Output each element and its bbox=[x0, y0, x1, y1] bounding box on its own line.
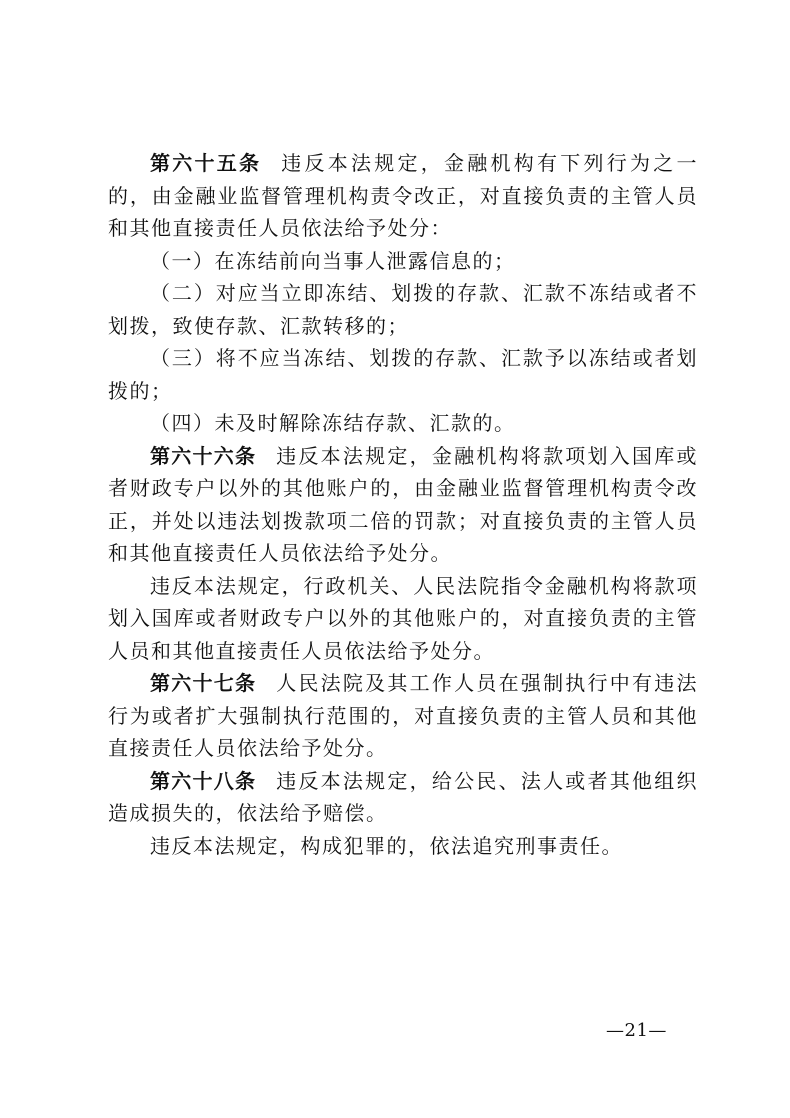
article-67-title: 第六十七条 bbox=[150, 671, 257, 695]
article-65-item-2: （二）对应当立即冻结、划拨的存款、汇款不冻结或者不划拨，致使存款、汇款转移的； bbox=[108, 281, 698, 338]
article-66-body: 违反本法规定，金融机构将款项划入国库或者财政专户以外的其他账户的，由金融业监督管理机构责令改正，并处以违法划拨款项二倍的罚款；对直接负责的主管人员和其他直接责任人员依法给予处分。 bbox=[108, 443, 699, 565]
article-65 bbox=[108, 147, 698, 245]
article-68-title: 第六十八条 bbox=[150, 768, 257, 793]
article-68 bbox=[108, 765, 698, 830]
article-67-body: 人民法院及其工作人员在强制执行中有违法行为或者扩大强制执行范围的，对直接负责的主管人员和其他直接责任人员依法给予处分。 bbox=[108, 671, 699, 760]
article-65-item-3: （三）将不应当冻结、划拨的存款、汇款予以冻结或者划拨的； bbox=[108, 346, 698, 403]
document-body bbox=[108, 147, 698, 862]
page-number: —21— bbox=[606, 1020, 667, 1041]
article-66 bbox=[108, 440, 698, 570]
article-65-item-4: （四）未及时解除冻结存款、汇款的。 bbox=[150, 411, 516, 435]
article-67 bbox=[108, 667, 698, 765]
article-65-item-1: （一）在冻结前向当事人泄露信息的； bbox=[150, 248, 516, 273]
article-66-paragraph-2: 违反本法规定，行政机关、人民法院指令金融机构将款项划入国库或者财政专户以外的其他账户的，对直接负责的主管人员和其他直接责任人员依法给予处分。 bbox=[108, 573, 698, 663]
article-68-paragraph-2: 违反本法规定，构成犯罪的，依法追究刑事责任。 bbox=[150, 833, 623, 858]
article-65-body: 违反本法规定，金融机构有下列行为之一的，由金融业监督管理机构责令改正，对直接负责的主管人员和其他直接责任人员依法给予处分： bbox=[108, 151, 698, 240]
article-66-title: 第六十六条 bbox=[150, 443, 257, 468]
article-65-title: 第六十五条 bbox=[150, 151, 262, 175]
article-68-body: 违反本法规定，给公民、法人或者其他组织造成损失的，依法给予赔偿。 bbox=[108, 768, 699, 825]
